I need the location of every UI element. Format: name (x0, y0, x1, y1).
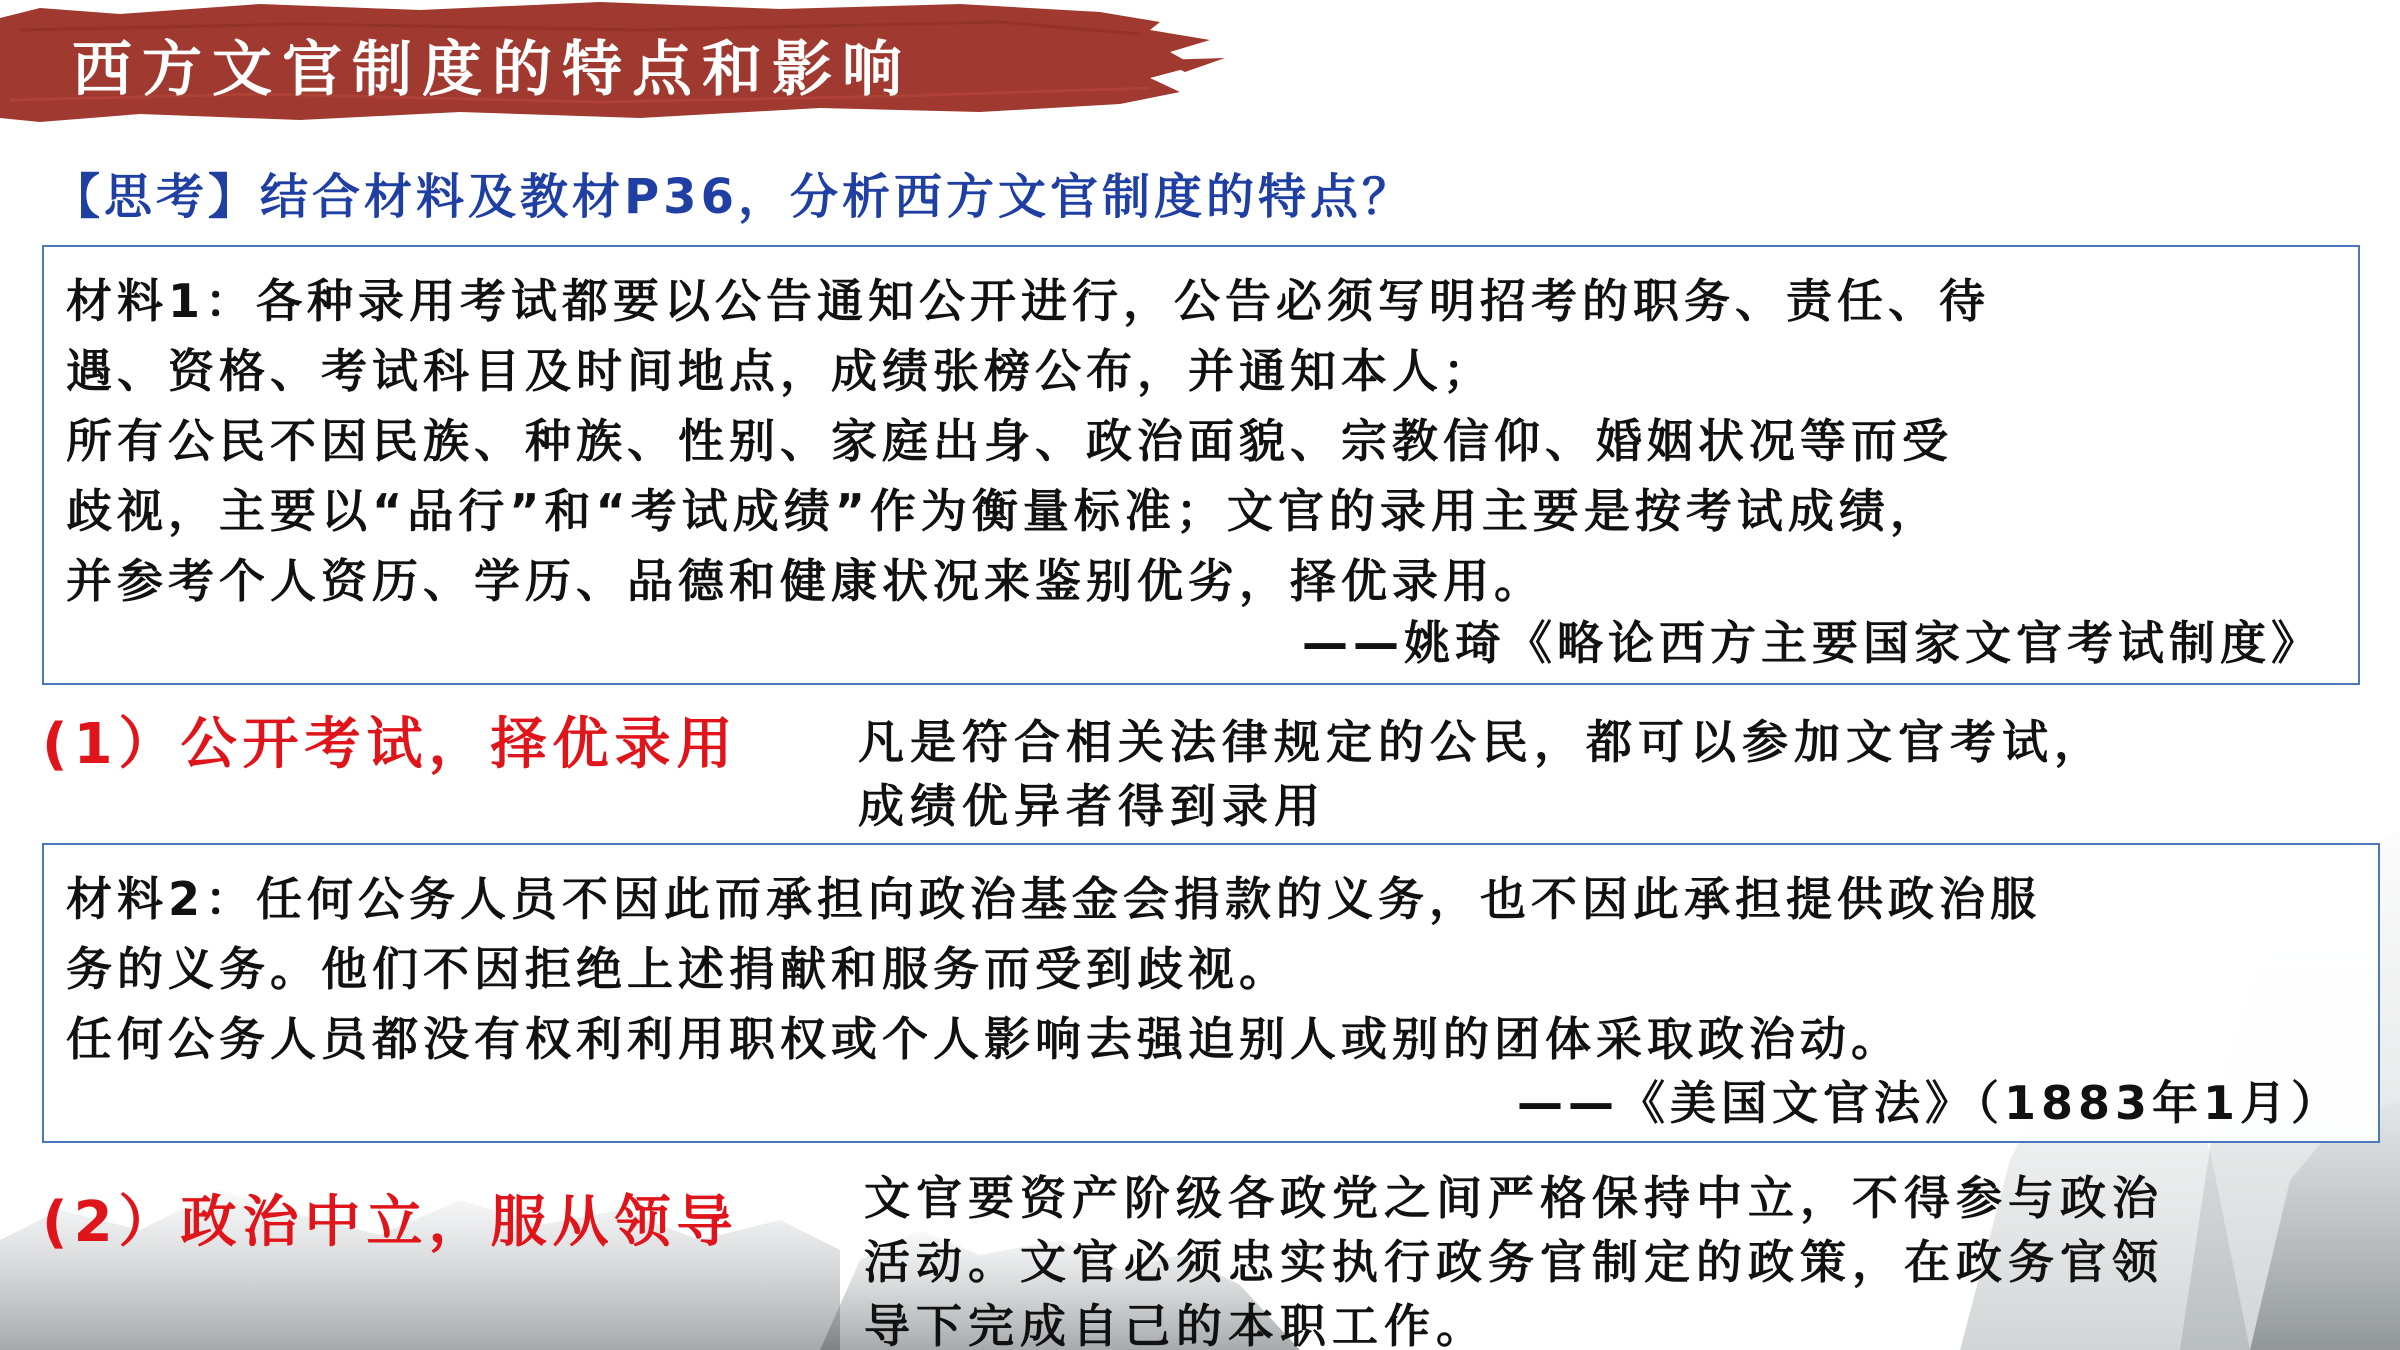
point-2-explain-line: 导下完成自己的本职工作。 (864, 1299, 1488, 1350)
material-1-line: 所有公民不因民族、种族、性别、家庭出身、政治面貌、宗教信仰、婚姻状况等而受 (66, 414, 1953, 468)
point-1-label: (1）公开考试，择优录用 (42, 712, 739, 777)
material-1-box (42, 245, 2360, 685)
material-1-line: 并参考个人资历、学历、品德和健康状况来鉴别优劣，择优录用。 (66, 554, 1545, 608)
question-prompt: 【思考】结合材料及教材P36，分析西方文官制度的特点？ (52, 169, 1414, 225)
material-1-line: 遇、资格、考试科目及时间地点，成绩张榜公布，并通知本人； (66, 344, 1494, 398)
point-1-explain-line: 成绩优异者得到录用 (858, 779, 1326, 833)
material-1-line: 材料1：各种录用考试都要以公告通知公开进行，公告必须写明招考的职务、责任、待 (66, 274, 1991, 328)
point-2-explain-line: 活动。文官必须忠实执行政务官制定的政策，在政务官领 (864, 1235, 2164, 1289)
material-2-source: ——《美国文官法》（1883年1月） (1516, 1076, 2342, 1130)
material-2-line: 务的义务。他们不因拒绝上述捐献和服务而受到歧视。 (66, 942, 1290, 996)
point-1-explain-line: 凡是符合相关法律规定的公民，都可以参加文官考试， (858, 715, 2106, 769)
material-1-line: 歧视，主要以“品行”和“考试成绩”作为衡量标准；文官的录用主要是按考试成绩， (66, 484, 1941, 538)
material-2-line: 材料2：任何公务人员不因此而承担向政治基金会捐款的义务，也不因此承担提供政治服 (66, 872, 2042, 926)
material-2-line: 任何公务人员都没有权利利用职权或个人影响去强迫别人或别的团体采取政治动。 (66, 1012, 1902, 1066)
slide-title: 西方文官制度的特点和影响 (72, 35, 912, 105)
point-2-label: (2）政治中立，服从领导 (42, 1190, 739, 1255)
material-1-source: ——姚琦《略论西方主要国家文官考试制度》 (1302, 616, 2322, 670)
point-2-explain-line: 文官要资产阶级各政党之间严格保持中立，不得参与政治 (864, 1171, 2164, 1225)
material-2-box (42, 843, 2380, 1143)
